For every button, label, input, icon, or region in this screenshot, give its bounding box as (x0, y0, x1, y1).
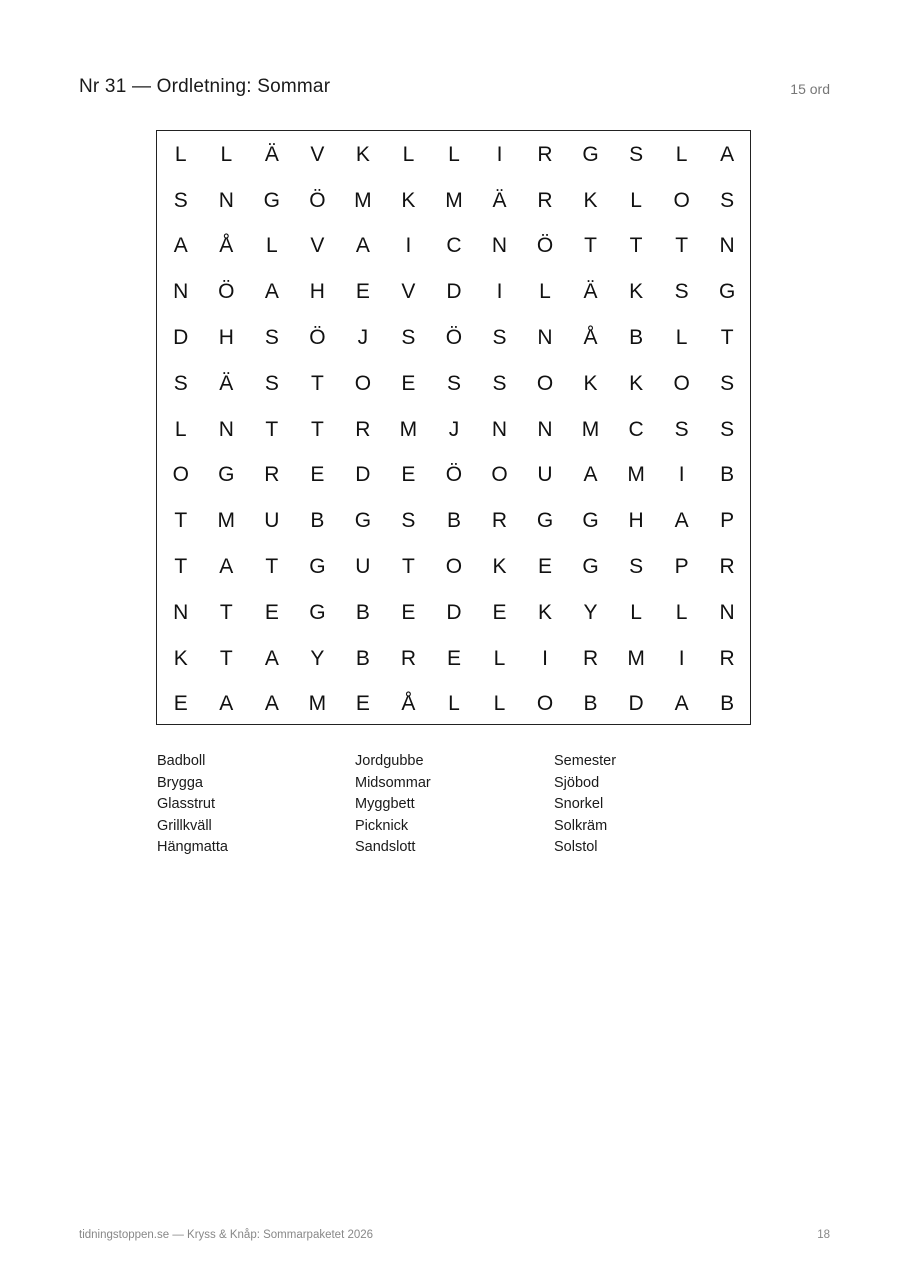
grid-cell[interactable]: V (401, 280, 416, 304)
grid-cell[interactable]: T (675, 234, 689, 258)
grid-cell[interactable]: G (536, 509, 554, 533)
grid-row (157, 498, 750, 544)
grid-cell[interactable]: Ä (219, 371, 234, 395)
word-item: Hängmatta (157, 839, 228, 855)
grid-cell[interactable]: Ä (264, 142, 279, 166)
grid-cell[interactable]: L (448, 142, 460, 166)
grid-row (157, 636, 750, 682)
grid-cell[interactable]: G (582, 555, 599, 579)
grid-cell[interactable]: U (537, 463, 553, 487)
grid-cell[interactable]: S (264, 371, 279, 395)
page-number: 18 (817, 1229, 830, 1241)
grid-cell[interactable]: T (219, 600, 233, 624)
grid-cell[interactable]: M (627, 646, 645, 670)
grid-row (157, 269, 750, 315)
grid-cell[interactable]: A (264, 692, 279, 716)
grid-cell[interactable]: L (220, 142, 233, 166)
grid-cell[interactable]: Ö (309, 188, 326, 212)
grid-cell[interactable]: V (310, 234, 325, 258)
grid-cell[interactable]: A (355, 234, 370, 258)
grid-cell[interactable]: E (538, 555, 553, 579)
grid-cell[interactable]: S (401, 326, 416, 350)
grid-cell[interactable]: T (310, 417, 324, 441)
grid-cell[interactable]: A (674, 692, 689, 716)
grid-cell[interactable]: I (496, 280, 503, 304)
grid-cell[interactable]: A (219, 692, 234, 716)
grid-cell[interactable]: G (582, 142, 599, 166)
grid-cell[interactable]: M (308, 692, 327, 716)
grid-cell[interactable]: T (265, 555, 279, 579)
grid-cell[interactable]: E (264, 600, 279, 624)
grid-cell[interactable]: M (581, 417, 600, 441)
grid-cell[interactable]: T (219, 646, 233, 670)
grid-cell[interactable]: Ö (445, 463, 463, 487)
grid-cell[interactable]: S (173, 188, 188, 212)
grid-cell[interactable]: V (310, 142, 325, 166)
grid-cell[interactable]: Å (583, 326, 598, 350)
grid-cell[interactable]: Ö (218, 280, 235, 304)
grid-cell[interactable]: D (446, 280, 462, 304)
grid-cell[interactable]: A (674, 509, 689, 533)
grid-cell[interactable]: L (493, 646, 506, 670)
grid-cell[interactable]: K (355, 142, 370, 166)
grid-cell[interactable]: O (354, 371, 372, 395)
grid-row (157, 178, 750, 224)
grid-cell[interactable]: I (405, 234, 412, 258)
grid-cell[interactable]: K (629, 371, 644, 395)
grid-cell[interactable]: L (402, 142, 415, 166)
grid-cell[interactable]: C (628, 417, 644, 441)
grid-cell[interactable]: Å (219, 234, 234, 258)
grid-cell[interactable]: N (491, 417, 508, 441)
grid-cell[interactable]: O (536, 371, 554, 395)
grid-cell[interactable]: S (492, 371, 507, 395)
grid-cell[interactable]: H (218, 326, 234, 350)
grid-cell[interactable]: A (264, 280, 279, 304)
grid-cell[interactable]: K (629, 280, 644, 304)
grid-cell[interactable]: U (355, 555, 371, 579)
page-title: Nr 31 — Ordletning: Sommar (79, 76, 331, 97)
grid-cell[interactable]: M (217, 509, 236, 533)
grid-cell[interactable]: L (675, 600, 688, 624)
grid-cell[interactable]: P (720, 509, 735, 533)
grid-cell[interactable]: N (719, 234, 735, 258)
grid-cell[interactable]: K (401, 188, 416, 212)
grid-cell[interactable]: L (174, 417, 187, 441)
grid-cell[interactable]: N (218, 188, 234, 212)
grid-cell[interactable]: H (309, 280, 325, 304)
grid-cell[interactable]: H (628, 509, 644, 533)
word-item: Grillkväll (157, 817, 212, 834)
grid-cell[interactable]: G (263, 188, 280, 212)
grid-cell[interactable]: S (264, 326, 279, 350)
grid-cell[interactable]: T (265, 417, 279, 441)
grid-cell[interactable]: L (539, 280, 551, 304)
grid-cell[interactable]: O (673, 371, 690, 395)
grid-cell[interactable]: E (310, 463, 325, 487)
word-item: Snorkel (554, 796, 604, 812)
grid-cell[interactable]: T (720, 326, 734, 350)
grid-row (157, 407, 750, 453)
grid-cell[interactable]: E (401, 463, 416, 487)
grid-cell[interactable]: P (674, 555, 689, 579)
grid-cell[interactable]: Ö (309, 326, 326, 350)
grid-cell[interactable]: S (720, 371, 735, 395)
grid-cell[interactable]: L (630, 188, 642, 212)
grid-cell[interactable]: B (629, 326, 644, 350)
grid-cell[interactable]: N (537, 326, 553, 350)
grid-cell[interactable]: D (173, 326, 189, 350)
grid-cell[interactable]: E (355, 280, 370, 304)
word-column (355, 751, 431, 859)
grid-cell[interactable]: O (491, 463, 508, 487)
grid-cell[interactable]: M (354, 188, 372, 212)
grid-cell[interactable]: Y (310, 646, 325, 670)
grid-cell[interactable]: J (357, 326, 369, 350)
grid-cell[interactable]: S (720, 417, 735, 441)
grid-cell[interactable]: B (720, 692, 735, 716)
grid-cell[interactable]: E (446, 646, 461, 670)
grid-cell[interactable]: S (401, 509, 416, 533)
grid-cell[interactable]: T (629, 234, 643, 258)
grid-cell[interactable]: A (583, 463, 598, 487)
grid-cell[interactable]: K (583, 371, 598, 395)
word-item: Badboll (157, 753, 206, 769)
grid-cell[interactable]: O (172, 463, 189, 487)
grid-cell[interactable]: N (218, 417, 234, 441)
grid-row (157, 224, 750, 270)
grid-cell[interactable]: B (583, 692, 598, 716)
grid-cell[interactable]: N (537, 417, 553, 441)
grid-cell[interactable]: L (630, 600, 642, 624)
grid-cell[interactable]: B (310, 509, 325, 533)
grid-cell[interactable]: G (718, 280, 736, 304)
grid-cell[interactable]: S (173, 371, 188, 395)
grid-cell[interactable]: M (627, 463, 645, 487)
grid-cell[interactable]: S (492, 326, 507, 350)
grid-cell[interactable]: K (583, 188, 598, 212)
grid-cell[interactable]: R (537, 142, 553, 166)
grid-cell[interactable]: Ö (445, 326, 463, 350)
grid-row (157, 132, 750, 178)
word-item: Picknick (355, 817, 409, 834)
grid-cell[interactable]: N (491, 234, 508, 258)
grid-cell[interactable]: E (401, 371, 416, 395)
grid-cell[interactable]: S (446, 371, 461, 395)
grid-cell[interactable]: R (582, 646, 599, 670)
word-count: 15 ord (790, 81, 830, 97)
grid-cell[interactable]: S (629, 555, 644, 579)
grid-body (157, 132, 750, 725)
word-column (157, 751, 228, 859)
grid-row (157, 682, 750, 728)
grid-cell[interactable]: S (674, 280, 689, 304)
grid-cell[interactable]: R (400, 646, 416, 670)
grid-cell[interactable]: I (496, 142, 503, 166)
word-item: Midsommar (355, 774, 431, 791)
grid-cell[interactable]: A (219, 555, 234, 579)
grid-cell[interactable]: N (173, 600, 189, 624)
grid-cell[interactable]: G (582, 509, 599, 533)
word-item: Glasstrut (157, 796, 216, 812)
grid-cell[interactable]: R (719, 646, 735, 670)
grid-cell[interactable]: Ö (536, 234, 554, 258)
grid-cell[interactable]: Å (401, 692, 416, 716)
grid-cell[interactable]: D (446, 600, 462, 624)
grid-cell[interactable]: G (354, 509, 372, 533)
grid-cell[interactable]: I (542, 646, 548, 670)
grid-cell[interactable]: L (493, 692, 506, 716)
grid-cell[interactable]: T (584, 234, 597, 258)
grid-cell[interactable]: T (402, 555, 415, 579)
word-item: Myggbett (355, 796, 415, 812)
grid-cell[interactable]: A (720, 142, 735, 166)
grid-cell[interactable]: O (536, 692, 554, 716)
word-item: Solstol (554, 839, 598, 855)
grid-cell[interactable]: O (673, 188, 690, 212)
word-item: Solkräm (554, 817, 608, 834)
word-item: Jordgubbe (355, 753, 424, 769)
grid-cell[interactable]: L (675, 326, 688, 350)
grid-cell[interactable]: E (355, 692, 370, 716)
grid-cell[interactable]: R (491, 509, 508, 533)
grid-row (157, 590, 750, 636)
grid-cell[interactable]: Y (583, 600, 598, 624)
word-column (554, 751, 616, 859)
word-item: Brygga (157, 774, 203, 791)
grid-cell[interactable]: B (355, 600, 370, 624)
grid-cell[interactable]: R (719, 555, 735, 579)
grid-row (157, 361, 750, 407)
grid-cell[interactable]: K (173, 646, 188, 670)
grid-cell[interactable]: I (678, 463, 685, 487)
grid-cell[interactable]: U (264, 509, 280, 533)
grid-cell[interactable]: N (719, 600, 735, 624)
word-item: Sandslott (355, 839, 416, 855)
grid-row (157, 544, 750, 590)
grid-cell[interactable]: D (355, 463, 371, 487)
grid-cell[interactable]: K (538, 600, 553, 624)
grid-cell[interactable]: G (309, 555, 326, 579)
grid-cell[interactable]: E (173, 692, 188, 716)
grid-cell[interactable]: T (174, 555, 188, 579)
word-item: Sjöbod (554, 774, 600, 791)
grid-cell[interactable]: T (310, 371, 324, 395)
grid-cell[interactable]: S (629, 142, 644, 166)
letter-grid (156, 130, 751, 725)
grid-cell[interactable]: J (448, 417, 460, 441)
grid-cell[interactable]: L (174, 142, 187, 166)
grid-cell[interactable]: Ä (583, 280, 598, 304)
grid-cell[interactable]: K (492, 555, 507, 579)
grid-cell[interactable]: I (678, 646, 685, 670)
grid-cell[interactable]: R (355, 417, 371, 441)
grid-cell[interactable]: C (446, 234, 462, 258)
grid-cell[interactable]: A (264, 646, 279, 670)
grid-cell[interactable]: Ä (492, 188, 507, 212)
grid-cell[interactable]: O (445, 555, 463, 579)
grid-cell[interactable]: R (264, 463, 280, 487)
grid-cell[interactable]: A (173, 234, 188, 258)
grid-cell[interactable]: T (174, 509, 188, 533)
footer-source: tidningstoppen.se — Kryss & Knåp: Sommarpaketet 2026 (79, 1229, 374, 1241)
grid-cell[interactable]: L (265, 234, 278, 258)
grid-cell[interactable]: E (492, 600, 507, 624)
grid-cell[interactable]: B (446, 509, 461, 533)
grid-cell[interactable]: M (445, 188, 463, 212)
grid-cell[interactable]: G (309, 600, 326, 624)
word-item: Semester (554, 753, 617, 769)
grid-cell[interactable]: B (355, 646, 370, 670)
grid-cell[interactable]: L (675, 142, 688, 166)
grid-cell[interactable]: G (218, 463, 235, 487)
grid-cell[interactable]: R (537, 188, 553, 212)
grid-cell[interactable]: S (720, 188, 735, 212)
grid-row (157, 315, 750, 361)
grid-cell[interactable]: N (173, 280, 189, 304)
grid-cell[interactable]: B (720, 463, 735, 487)
grid-cell[interactable]: M (399, 417, 418, 441)
grid-cell[interactable]: S (674, 417, 689, 441)
grid-cell[interactable]: L (448, 692, 460, 716)
grid-row (157, 453, 750, 499)
grid-cell[interactable]: D (628, 692, 644, 716)
grid-cell[interactable]: E (401, 600, 416, 624)
